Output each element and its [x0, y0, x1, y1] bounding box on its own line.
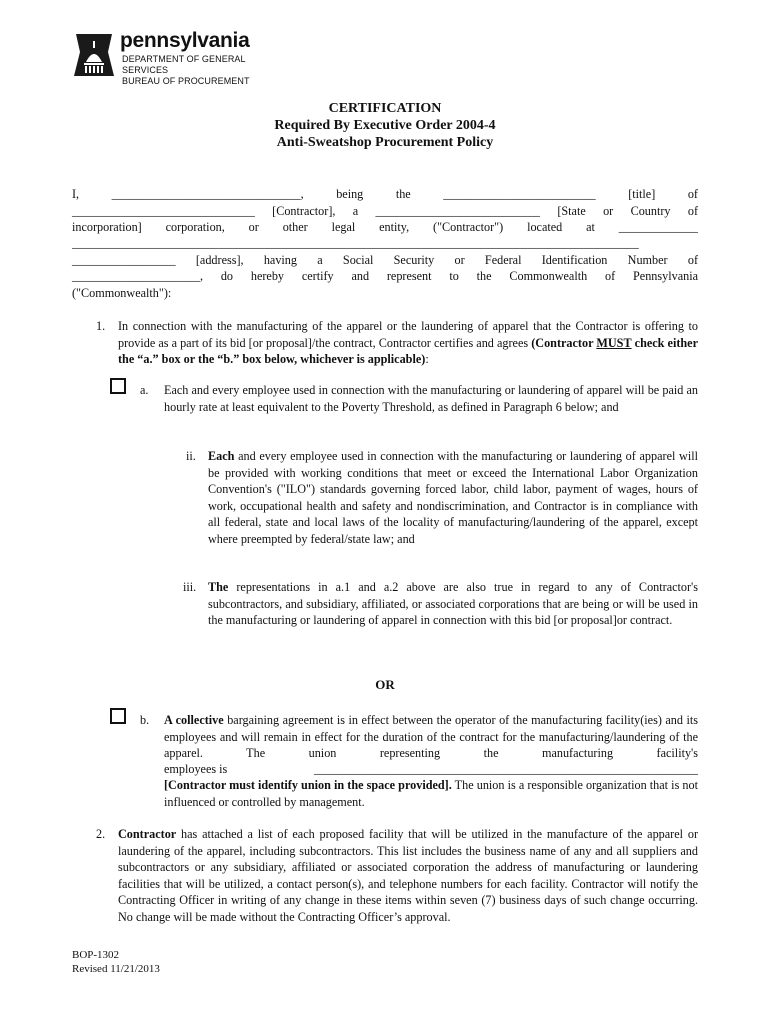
- instruction-post: check either the “a.” box or the “b.” box below, whichever is applicable): [118, 335, 699, 366]
- option-b-checkbox[interactable]: [110, 708, 126, 724]
- intro-line-5: _________________ [address], having a Social Security or Federal Identification Number of: [72, 253, 698, 267]
- item-ii-number: ii.: [186, 449, 196, 463]
- union-line: [164, 761, 698, 778]
- intro-line-2: ______________________________ [Contractor], a ___________________________ [State or Country of: [72, 204, 698, 218]
- intro-word: at: [586, 220, 595, 234]
- intro-line-1: [72, 186, 698, 203]
- revision-date: Revised 11/21/2013: [72, 963, 160, 975]
- item-1-number: 1.: [96, 319, 106, 333]
- address-blank: _____________________________________________________________________________________________: [72, 236, 639, 250]
- option-b-body-2: The union is a responsible organization that is not influenced or controlled by management.: [164, 778, 698, 809]
- intro-word: ("Contractor"): [433, 220, 504, 234]
- intro-the: the: [395, 187, 411, 201]
- form-footer: [72, 948, 160, 976]
- item-2-lead: Contractor: [118, 827, 177, 841]
- item-1-text: [118, 318, 698, 368]
- title-blank: _________________________: [443, 187, 596, 201]
- instruction-pre: (Contractor: [531, 335, 597, 350]
- item-ii-body: and every employee used in connection with the manufacturing or laundering of apparel will be provided with working conditions that meet or exceed the International Labor Organization Convention's ("ILO") standards governing forced labor, child labor, payment of wages, hours of work, occupational health and safety and nondiscrimination, and Contractor is in compliance with all federal, state and local laws of the locality of manufacturing/laundering of the apparel, except where preempted by federal/state law; and: [208, 449, 698, 546]
- intro-word: other: [282, 220, 308, 234]
- must-emphasis: MUST: [596, 335, 632, 350]
- or-separator: OR: [375, 677, 395, 692]
- item-2-text: [118, 826, 698, 925]
- item-ii-lead: Each: [208, 449, 235, 463]
- intro-title-label: [title]: [628, 187, 656, 201]
- intro-word: corporation,: [165, 220, 225, 234]
- name-blank: _______________________________,: [111, 187, 304, 201]
- intro-line-3: [72, 219, 698, 236]
- item-iii-lead: The: [208, 580, 229, 594]
- option-a-letter: a.: [140, 383, 149, 397]
- logo-wordmark: pennsylvania: [120, 29, 250, 52]
- intro-word: located: [527, 220, 563, 234]
- option-a-text: Each and every employee used in connection with the manufacturing or laundering of apparel will be paid an hourly rate at least equivalent to the Poverty Threshold, as defined in Paragraph 6 below; and: [164, 383, 698, 414]
- intro-of: of: [687, 187, 698, 201]
- union-blank[interactable]: _______________________________________________________________: [314, 762, 698, 776]
- option-a-checkbox[interactable]: [110, 378, 126, 394]
- department-name: DEPARTMENT OF GENERAL SERVICES: [122, 54, 246, 75]
- intro-being: being: [336, 187, 364, 201]
- intro-word: entity,: [379, 220, 410, 234]
- title-line-2: Required By Executive Order 2004-4: [274, 118, 496, 133]
- intro-word: or: [248, 220, 259, 234]
- option-b-letter: b.: [140, 713, 150, 727]
- instruction-colon: :: [425, 352, 429, 366]
- item-ii-text: [208, 448, 698, 547]
- item-iii-number: iii.: [183, 580, 197, 594]
- option-b-text: [164, 712, 698, 762]
- pa-dgs-logo: [72, 29, 292, 86]
- bureau-name: BUREAU OF PROCUREMENT: [122, 76, 250, 86]
- location-blank: _____________: [618, 220, 698, 234]
- item-iii-text: [208, 579, 698, 629]
- form-number: BOP-1302: [72, 949, 120, 961]
- intro-line-7: ("Commonwealth"):: [72, 286, 172, 300]
- intro-line-6: _____________________, do hereby certify and represent to the Commonwealth of Pennsylvania: [72, 269, 698, 283]
- item-2-number: 2.: [96, 827, 106, 841]
- item-iii-body: representations in a.1 and a.2 above are also true in regard to any of Contractor's subcontractors, and subsidiary, affiliated, or associated corporations that are being or will be used in the manufacturing or laundering of apparel in connection with this bid [or proposal]or contract.: [208, 580, 698, 627]
- intro-word: incorporation]: [72, 220, 142, 234]
- title-line-1: CERTIFICATION: [328, 101, 442, 116]
- keystone-capitol-icon: [72, 32, 116, 78]
- union-instruction: [Contractor must identify union in the space provided].: [164, 778, 452, 792]
- option-b-lead: A collective: [164, 713, 224, 727]
- intro-word: legal: [331, 220, 356, 234]
- document-title: [0, 100, 770, 151]
- logo-department: [122, 54, 292, 87]
- option-b-text-2: [164, 777, 698, 810]
- item-2-body: has attached a list of each proposed facility that will be utilized in the manufacture of the apparel or laundering of the apparel, including subcontractors. This list includes the business name of any and all suppliers and subcontractors or any subsidiary, affiliated or associated corporation the address of manufacturing or laundering facilities that will be utilized, a contact person(s), and telephone numbers for each facility. Contractor will notify the Contracting Officer in writing of any change in these items within seven (7) business days of such change occurring. No change will be made without the Contracting Officer’s approval.: [118, 827, 698, 924]
- employees-is-label: employees is: [164, 762, 228, 776]
- option-b-body: bargaining agreement is in effect between the operator of the manufacturing facility(ies) and its employees and will remain in effect for the duration of the contract for the manufacturing/laundering of the apparel. The union representing the manufacturing facility's: [164, 713, 698, 760]
- intro-i: I,: [72, 187, 80, 201]
- item-1-body: In connection with the manufacturing of the apparel or the laundering of apparel that the Contractor is offering to provide as a part of its bid [or proposal]/the contract, Contractor certifies and agrees: [118, 319, 698, 350]
- title-line-3: Anti-Sweatshop Procurement Policy: [276, 135, 494, 150]
